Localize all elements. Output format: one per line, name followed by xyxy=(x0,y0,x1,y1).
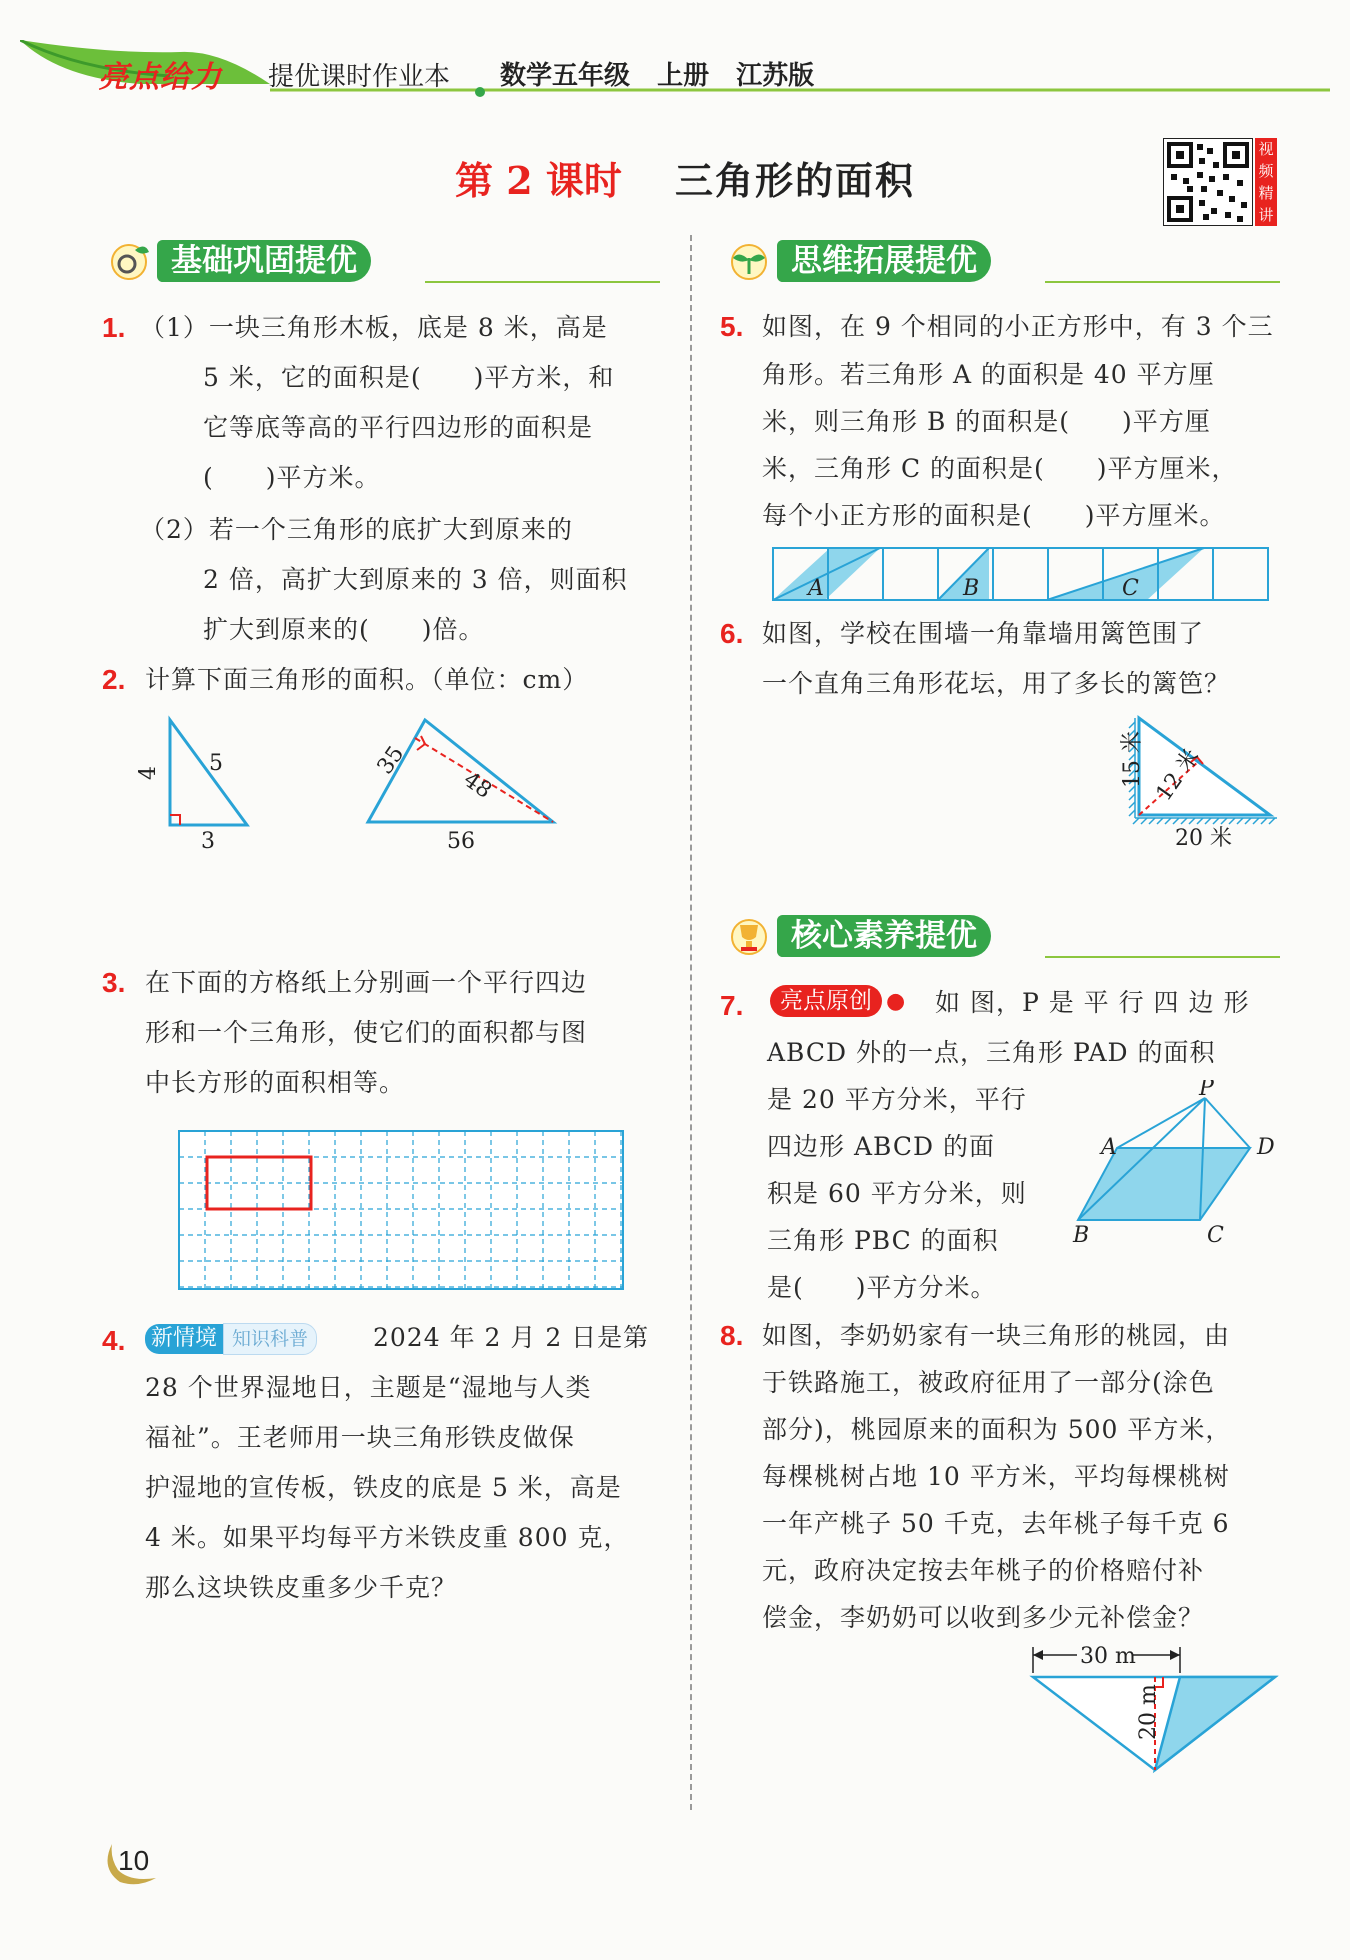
q7-line5: 积是 60 平方分米，则 xyxy=(767,1179,1027,1208)
q2-t2-height-label: 48 xyxy=(458,767,497,804)
q5-line2: 角形。若三角形 A 的面积是 40 平方厘 xyxy=(762,360,1215,389)
q6-vertical-label: 15 米 xyxy=(1120,731,1145,788)
q2-t1-left-label: 4 xyxy=(136,766,161,780)
q8-number: 8. xyxy=(720,1320,744,1351)
lesson-number: 第 2 课时 xyxy=(455,158,622,203)
q1-line2: 5 米，它的面积是( )平方米，和 xyxy=(203,363,615,392)
q2-t1-hyp-label: 5 xyxy=(209,751,223,776)
q1-line5: （2）若一个三角形的底扩大到原来的 xyxy=(140,515,573,544)
q2-right-triangle xyxy=(136,720,247,854)
q2-text: 计算下面三角形的面积。（单位：cm） xyxy=(145,665,589,694)
q2-t2-side-label: 35 xyxy=(372,741,410,780)
q7-label-a: A xyxy=(1101,1135,1117,1160)
q7-line7: 是( )平方分米。 xyxy=(767,1273,997,1302)
q7-line2: ABCD 外的一点，三角形 PAD 的面积 xyxy=(767,1038,1216,1067)
q7-number: 7. xyxy=(720,990,744,1021)
q7-tag-original: 亮点原创 xyxy=(770,985,882,1017)
q8-line6: 元，政府决定按去年桃子的价格赔付补 xyxy=(762,1556,1205,1585)
q4-line5: 4 米。如果平均每平方米铁皮重 800 克， xyxy=(145,1523,630,1552)
q8-line2: 于铁路施工，被政府征用了一部分(涂色 xyxy=(762,1368,1215,1397)
q1-line1: （1）一块三角形木板，底是 8 米，高是 xyxy=(140,313,608,342)
q8-line7: 偿金，李奶奶可以收到多少元补偿金？ xyxy=(762,1603,1205,1632)
page-number: 10 xyxy=(118,1845,150,1876)
lesson-title: 三角形的面积 xyxy=(675,159,916,203)
q2-figures xyxy=(135,710,575,860)
q7-parallelogram-figure xyxy=(1065,1080,1285,1255)
q7-line3: 是 20 平方分米，平行 xyxy=(767,1085,1027,1114)
qr-code[interactable] xyxy=(1163,138,1253,226)
q5-label-b: B xyxy=(963,576,980,601)
q5-label-a: A xyxy=(808,576,824,601)
q2-obtuse-triangle xyxy=(368,720,553,854)
header-subject: 数学五年级 xyxy=(500,61,631,91)
q5-line1: 如图，在 9 个相同的小正方形中，有 3 个三 xyxy=(762,312,1274,341)
q8-line5: 一年产桃子 50 千克，去年桃子每千克 6 xyxy=(762,1509,1230,1538)
q6-garden-figure xyxy=(1105,710,1280,855)
q4-line4: 护湿地的宣传板，铁皮的底是 5 米，高是 xyxy=(145,1473,622,1502)
q3-line2: 形和一个三角形，使它们的面积都与图 xyxy=(145,1018,588,1047)
header-volume: 上册 xyxy=(657,61,710,91)
sprout-icon xyxy=(725,238,775,284)
q5-label-c: C xyxy=(1122,576,1139,601)
section-core-title: 核心素养提优 xyxy=(777,915,991,957)
q8-orchard-figure xyxy=(1025,1645,1280,1775)
q7-tag-wrapper: 亮点原创 ● xyxy=(770,985,905,1017)
q5-number: 5. xyxy=(720,311,744,342)
q7-line6: 三角形 PBC 的面积 xyxy=(767,1226,999,1255)
q2-t2-base-label: 56 xyxy=(447,829,475,854)
q5-line5: 每个小正方形的面积是( )平方厘米。 xyxy=(762,501,1226,530)
q4-line1: 2024 年 2 月 2 日是第 xyxy=(373,1323,650,1352)
q8-line3: 部分)，桃园原来的面积为 500 平方米， xyxy=(762,1415,1232,1444)
q6-line1: 如图，学校在围墙一角靠墙用篱笆围了 xyxy=(762,619,1205,648)
gear-leaf-icon xyxy=(105,238,155,284)
q3-grid-paper[interactable] xyxy=(178,1130,630,1295)
q4-tag-knowledge: 知识科普 xyxy=(223,1323,317,1355)
q4-number: 4. xyxy=(102,1325,126,1356)
header-info xyxy=(500,55,814,92)
q1-line4: ( )平方米。 xyxy=(203,463,381,492)
q7-label-b: B xyxy=(1073,1223,1090,1248)
q4-line2: 28 个世界湿地日，主题是“湿地与人类 xyxy=(145,1373,592,1402)
q5-squares-figure xyxy=(770,545,1270,607)
q6-base-label: 20 米 xyxy=(1175,826,1232,851)
subbrand: 提优课时作业本 xyxy=(268,62,451,92)
q6-number: 6. xyxy=(720,618,744,649)
q3-line3: 中长方形的面积相等。 xyxy=(145,1068,406,1097)
q8-line4: 每棵桃树占地 10 平方米，平均每棵桃树 xyxy=(762,1462,1230,1491)
q7-line1: 如 图，P 是 平 行 四 边 形 xyxy=(935,988,1250,1017)
q5-line3: 米，则三角形 B 的面积是( )平方厘 xyxy=(762,407,1211,436)
q6-height-label: 12 米 xyxy=(1151,744,1205,806)
section-thinking xyxy=(715,238,1280,284)
q6-line2: 一个直角三角形花坛，用了多长的篱笆？ xyxy=(762,669,1231,698)
q4-line3: 福祉”。王老师用一块三角形铁皮做保 xyxy=(145,1423,575,1452)
q7-label-d: D xyxy=(1257,1135,1275,1160)
qr-label: 视频精讲 xyxy=(1255,138,1277,226)
section-core xyxy=(715,913,1280,959)
section-thinking-title: 思维拓展提优 xyxy=(777,240,991,282)
q8-height-label: 20 m xyxy=(1136,1684,1161,1740)
q5-line4: 米，三角形 C 的面积是( )平方厘米， xyxy=(762,454,1238,483)
q4-line6: 那么这块铁皮重多少千克？ xyxy=(145,1573,458,1602)
header-edition: 江苏版 xyxy=(736,61,815,91)
q7-line4: 四边形 ABCD 的面 xyxy=(767,1132,995,1161)
trophy-icon xyxy=(725,913,775,959)
section-basic xyxy=(95,238,660,284)
q2-t1-base-label: 3 xyxy=(201,829,215,854)
q1-line3: 它等底等高的平行四边形的面积是 xyxy=(203,413,594,442)
brand-logo: 亮点给力 xyxy=(98,60,222,95)
q7-label-c: C xyxy=(1207,1223,1224,1248)
q8-top-label: 30 m xyxy=(1080,1645,1136,1669)
q3-number: 3. xyxy=(102,967,126,998)
q3-line1: 在下面的方格纸上分别画一个平行四边 xyxy=(145,968,588,997)
column-divider xyxy=(690,235,692,1810)
q4-tag-new: 新情境 xyxy=(145,1324,223,1354)
section-basic-title: 基础巩固提优 xyxy=(157,240,371,282)
q1-line7: 扩大到原来的( )倍。 xyxy=(203,615,485,644)
q1-line6: 2 倍，高扩大到原来的 3 倍，则面积 xyxy=(203,565,628,594)
q8-line1: 如图，李奶奶家有一块三角形的桃园，由 xyxy=(762,1321,1231,1350)
q2-number: 2. xyxy=(102,664,126,695)
q7-label-p: P xyxy=(1199,1080,1214,1101)
q1-number: 1. xyxy=(102,312,126,343)
q4-tags xyxy=(145,1323,317,1355)
